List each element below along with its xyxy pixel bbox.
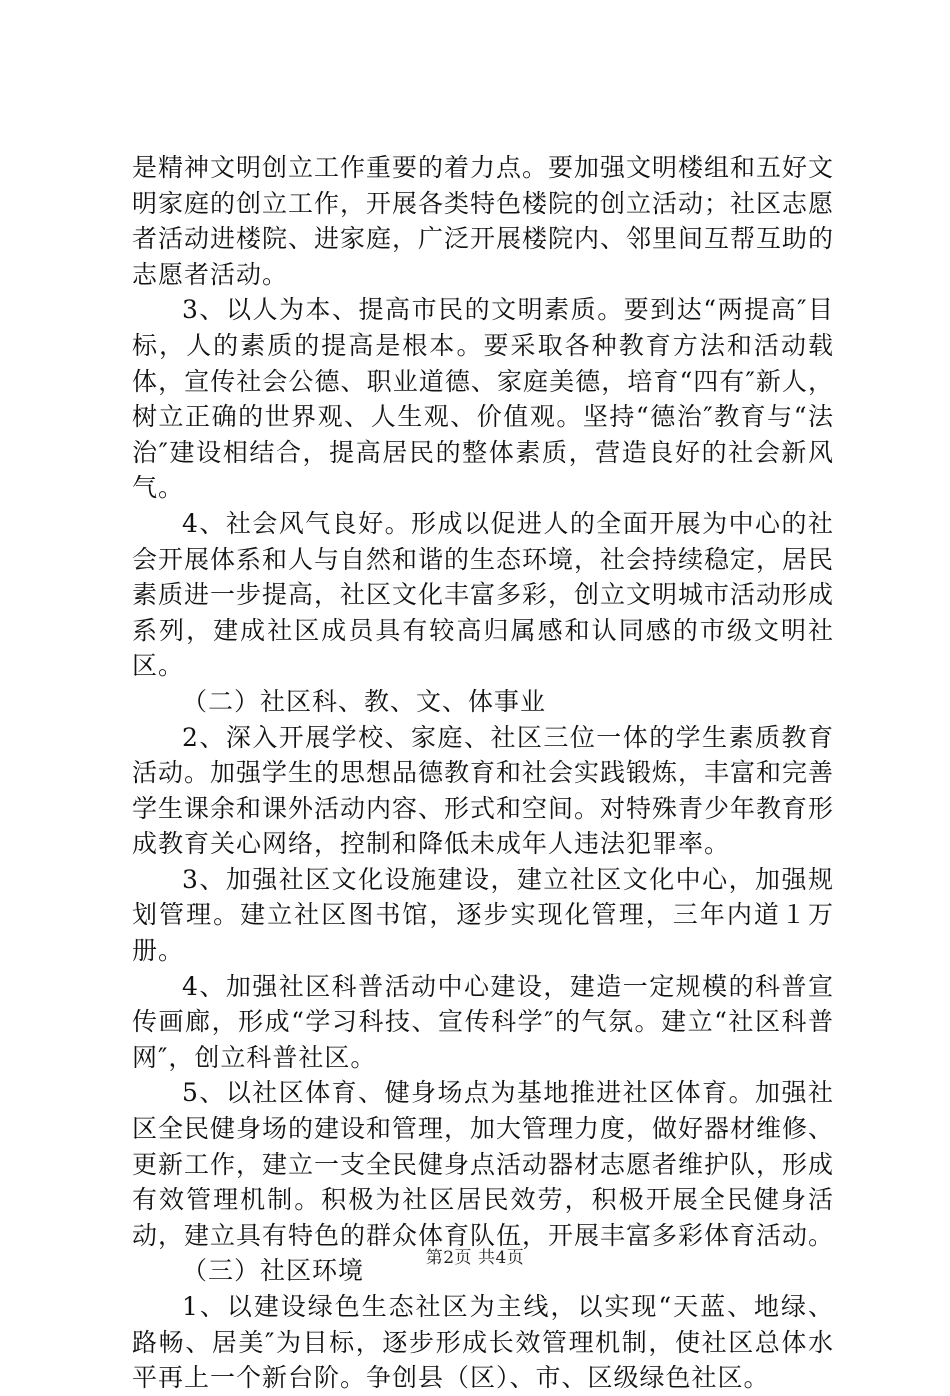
paragraph-item-1: 1、以建设绿色生态社区为主线，以实现“天蓝、地绿、路畅、居美″为目标，逐步形成长效管理机制，使社区总体水平再上一个新台阶。争创县（区）、市、区级绿色社区。: [132, 1292, 834, 1393]
paragraph-item-3b: 3、加强社区文化设施建设，建立社区文化中心，加强规划管理。建立社区图书馆，逐步实现化管理，三年内道１万册。: [132, 864, 834, 966]
paragraph-item-5: 5、以社区体育、健身场点为基地推进社区体育。加强社区全民健身场的建设和管理，加大管理力度，做好器材维修、更新工作，建立一支全民健身点活动器材志愿者维护队，形成有效管理机制。积极为社区居民效劳，积极开展全民健身活动，建立具有特色的群众体育队伍，开展丰富多彩体育活动。: [132, 1078, 835, 1250]
paragraph-item-2: 2、深入开展学校、家庭、社区三位一体的学生素质教育活动。加强学生的思想品德教育和社会实践锻炼，丰富和完善学生课余和课外活动内容、形式和空间。对特殊青少年教育形成教育关心网络，控制和降低未成年人违法犯罪率。: [132, 722, 835, 859]
paragraph-item-4b: 4、加强社区科普活动中心建设，建造一定规模的科普宣传画廊，形成“学习科技、宣传科学″的气氛。建立“社区科普网″，创立科普社区。: [132, 971, 834, 1072]
section-heading-3: （三）社区环境: [182, 1256, 365, 1286]
page-footer: 第2页 共4页: [425, 1248, 525, 1268]
paragraph-item-4: 4、社会风气良好。形成以促进人的全面开展为中心的社会开展体系和人与自然和谐的生态环境，社会持续稳定，居民素质进一步提高，社区文化丰富多彩，创立文明城市活动形成系列，建成社区成员具有较高归属感和认同感的市级文明社区。: [132, 508, 835, 681]
section-heading-2: （二）社区科、教、文、体事业: [182, 686, 547, 716]
paragraph-continuation: 是精神文明创立工作重要的着力点。要加强文明楼组和五好文明家庭的创立工作，开展各类特色楼院的创立活动；社区志愿者活动进楼院、进家庭，广泛开展楼院内、邻里间互帮互助的志愿者活动。: [132, 153, 835, 289]
paragraph-item-3: 3、以人为本、提高市民的文明素质。要到达“两提高″目标，人的素质的提高是根本。要采取各种教育方法和活动载体，宣传社会公德、职业道德、家庭美德，培育“四有″新人，树立正确的世界观、人生观、价值观。坚持“德治″教育与“法治″建设相结合，提高居民的整体素质，营造良好的社会新风气。: [132, 295, 834, 503]
document-body: [132, 150, 834, 1396]
